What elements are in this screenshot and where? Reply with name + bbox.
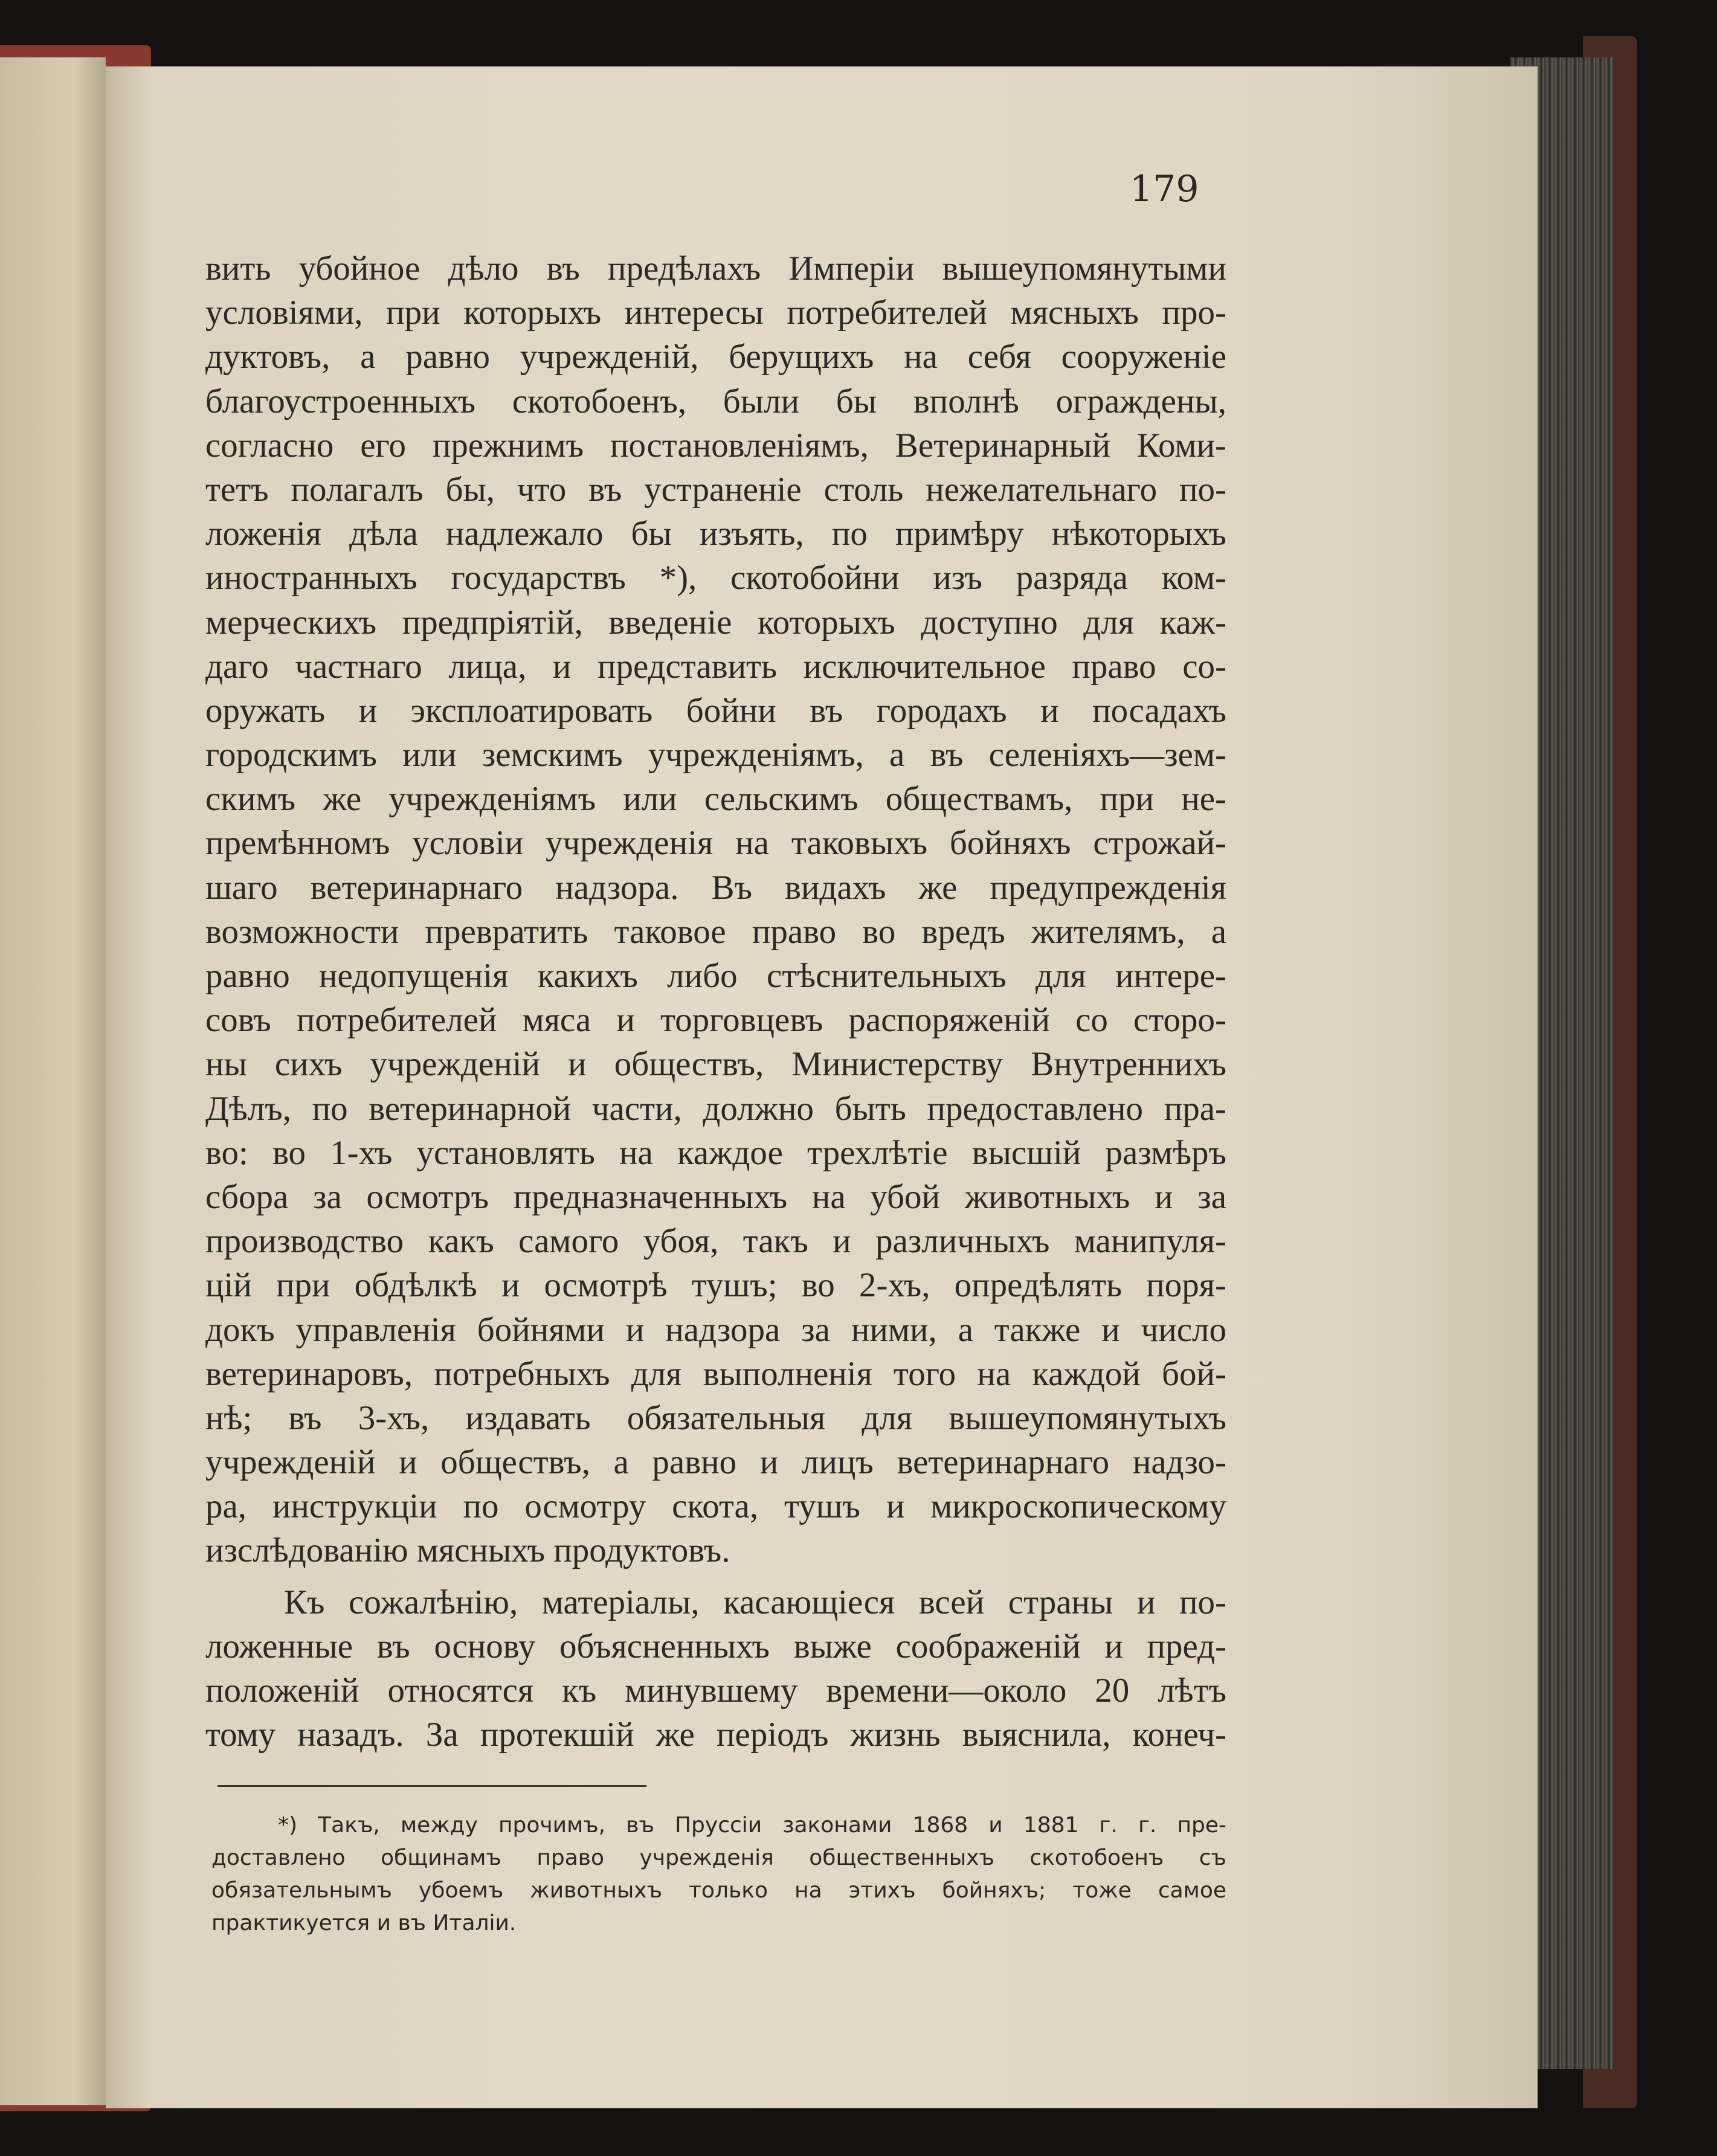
paragraph-1 xyxy=(205,246,1226,1573)
text-line: производство какъ самого убоя, такъ и различныхъ манипуля- xyxy=(205,1222,1226,1261)
footnote-divider xyxy=(217,1785,646,1787)
text-line: ложенія дѣла надлежало бы изъять, по примѣру нѣкоторыхъ xyxy=(205,515,1226,553)
footnote xyxy=(211,1809,1226,1940)
text-line: Къ сожалѣнію, матеріалы, касающіеся всей страны и по- xyxy=(284,1583,1226,1621)
text-line: мерческихъ предпріятій, введеніе которыхъ доступно для каж- xyxy=(205,603,1226,642)
text-line: сбора за осмотръ предназначенныхъ на убой животныхъ и за xyxy=(205,1177,1226,1216)
body-text xyxy=(205,246,1226,1757)
text-line: нѣ; въ 3-хъ, издавать обязательныя для вышеупомянутыхъ xyxy=(205,1398,1226,1437)
text-line: благоустроенныхъ скотобоенъ, были бы вполнѣ ограждены, xyxy=(205,382,1226,420)
text-line: тетъ полагалъ бы, что въ устраненіе столь нежелательнаго по- xyxy=(205,470,1226,509)
footnote-line: доставлено общинамъ право учрежденія общественныхъ скотобоенъ съ xyxy=(211,1845,1226,1870)
text-line: Дѣлъ, по ветеринарной части, должно быть предоставлено пра- xyxy=(205,1089,1226,1128)
text-line: тому назадъ. За протекшій же періодъ жизнь выяснила, конеч- xyxy=(205,1716,1226,1754)
text-line: скимъ же учрежденіямъ или сельскимъ обществамъ, при не- xyxy=(205,780,1226,819)
page-number: 179 xyxy=(1130,168,1199,210)
paragraph-2 xyxy=(205,1580,1226,1757)
text-line: докъ управленія бойнями и надзора за ними, а также и число xyxy=(205,1310,1226,1349)
text-line: городскимъ или земскимъ учрежденіямъ, а въ селеніяхъ—зем- xyxy=(205,736,1226,774)
text-line: равно недопущенія какихъ либо стѣснительныхъ для интере- xyxy=(205,957,1226,995)
text-line: согласно его прежнимъ постановленіямъ, Ветеринарный Коми- xyxy=(205,426,1226,465)
text-line: совъ потребителей мяса и торговцевъ распоряженій со сторо- xyxy=(205,1001,1226,1040)
footnote-line: практикуется и въ Италіи. xyxy=(211,1911,517,1936)
text-line: возможности превратить таковое право во вредъ жителямъ, а xyxy=(205,912,1226,951)
footnote-line: обязательнымъ убоемъ животныхъ только на этихъ бойняхъ; тоже самое xyxy=(211,1878,1226,1903)
text-line: иностранныхъ государствъ *), скотобойни изъ разряда ком- xyxy=(205,559,1226,597)
text-line: ложенные въ основу объясненныхъ выже соображеній и пред- xyxy=(205,1627,1226,1665)
text-line: шаго ветеринарнаго надзора. Въ видахъ же предупрежденія xyxy=(205,868,1226,907)
text-line: премѣнномъ условіи учрежденія на таковыхъ бойняхъ строжай- xyxy=(205,824,1226,863)
footnote-line: *) Такъ, между прочимъ, въ Пруссіи законами 1868 и 1881 г. г. пре- xyxy=(278,1813,1226,1838)
text-line: положеній относятся къ минувшему времени—около 20 лѣтъ xyxy=(205,1672,1226,1710)
text-line: ны сихъ учрежденій и обществъ, Министерству Внутреннихъ xyxy=(205,1045,1226,1084)
text-line: ветеринаровъ, потребныхъ для выполненія того на каждой бой- xyxy=(205,1354,1226,1393)
text-line: вить убойное дѣло въ предѣлахъ Имперіи вышеупомянутыми xyxy=(205,249,1226,288)
text-line: изслѣдованію мясныхъ продуктовъ. xyxy=(205,1531,730,1570)
text-line: учрежденій и обществъ, а равно и лицъ ветеринарнаго надзо- xyxy=(205,1443,1226,1482)
text-line: цій при обдѣлкѣ и осмотрѣ тушъ; во 2-хъ, опредѣлять поря- xyxy=(205,1266,1226,1305)
paragraph-gap xyxy=(205,1573,1226,1580)
text-line: ра, инструкціи по осмотру скота, тушъ и микроскопическому xyxy=(205,1487,1226,1526)
left-page-edge xyxy=(0,57,106,2105)
text-line: даго частнаго лица, и представить исключительное право со- xyxy=(205,647,1226,686)
text-line: условіями, при которыхъ интересы потребителей мясныхъ про- xyxy=(205,294,1226,332)
text-line: дуктовъ, а равно учрежденій, берущихъ на себя сооруженіе xyxy=(205,338,1226,376)
text-line: во: во 1-хъ установлять на каждое трехлѣтіе высшій размѣръ xyxy=(205,1133,1226,1172)
text-line: оружать и эксплоатировать бойни въ городахъ и посадахъ xyxy=(205,691,1226,730)
